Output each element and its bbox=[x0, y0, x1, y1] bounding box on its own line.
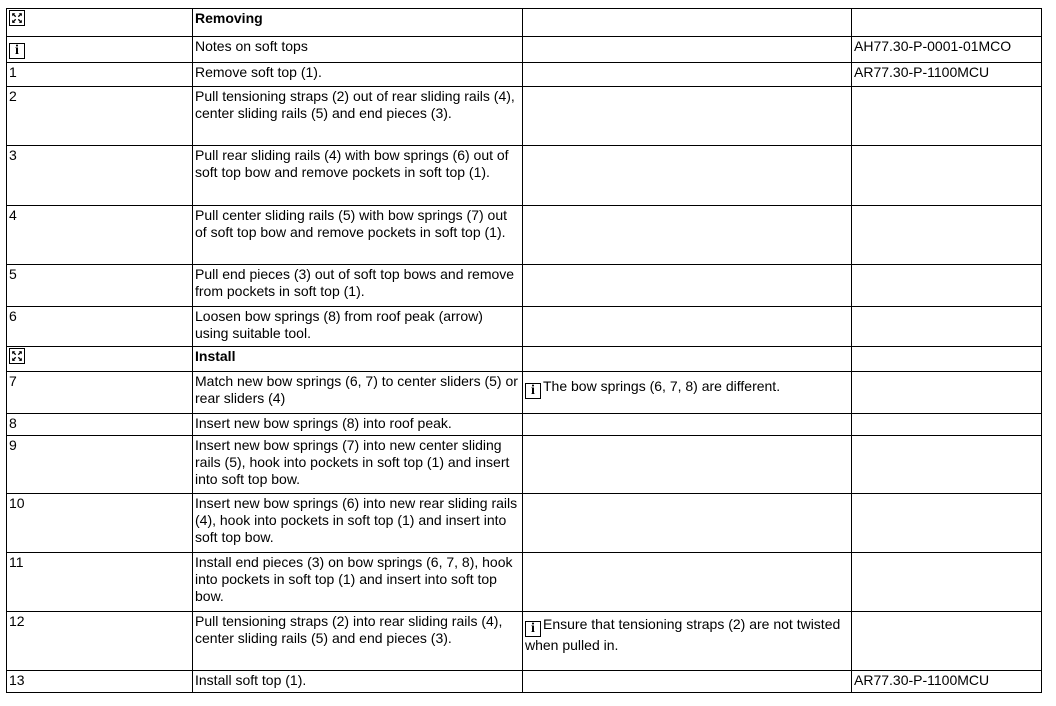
step-text: Install soft top (1). bbox=[193, 671, 523, 693]
info-icon: i bbox=[9, 43, 25, 59]
table-row bbox=[7, 612, 1042, 671]
step-number: 12 bbox=[7, 612, 193, 671]
section-heading-removing: Removing bbox=[193, 9, 523, 37]
table-row bbox=[7, 146, 1042, 206]
info-icon: i bbox=[525, 621, 541, 637]
section-row-removing bbox=[7, 9, 1042, 37]
step-number: 8 bbox=[7, 414, 193, 436]
section-icon-cell bbox=[7, 9, 193, 37]
step-text: Remove soft top (1). bbox=[193, 63, 523, 87]
step-text: Insert new bow springs (8) into roof peak. bbox=[193, 414, 523, 436]
table-row bbox=[7, 206, 1042, 265]
step-text: Pull end pieces (3) out of soft top bows and remove from pockets in soft top (1). bbox=[193, 265, 523, 307]
reference-link[interactable]: AR77.30-P-1100MCU bbox=[852, 63, 1042, 87]
note-cell bbox=[523, 612, 852, 671]
table-row bbox=[7, 63, 1042, 87]
note-text: Ensure that tensioning straps (2) are not twisted when pulled in. bbox=[525, 616, 841, 653]
step-number: 4 bbox=[7, 206, 193, 265]
notes-row bbox=[7, 37, 1042, 63]
table-row bbox=[7, 265, 1042, 307]
step-text: Match new bow springs (6, 7) to center sliders (5) or rear sliders (4) bbox=[193, 372, 523, 414]
step-number: 2 bbox=[7, 87, 193, 146]
note-text: The bow springs (6, 7, 8) are different. bbox=[543, 378, 781, 394]
step-number: 5 bbox=[7, 265, 193, 307]
table-row bbox=[7, 553, 1042, 612]
table-row bbox=[7, 307, 1042, 347]
step-number: 1 bbox=[7, 63, 193, 87]
step-number: 10 bbox=[7, 494, 193, 553]
step-text: Pull rear sliding rails (4) with bow springs (6) out of soft top bow and remove pockets in soft top (1). bbox=[193, 146, 523, 206]
step-text: Insert new bow springs (7) into new center sliding rails (5), hook into pockets in soft top (1) and insert into soft top bow. bbox=[193, 436, 523, 494]
reference-link[interactable]: AR77.30-P-1100MCU bbox=[852, 671, 1042, 693]
step-number: 3 bbox=[7, 146, 193, 206]
table-row bbox=[7, 372, 1042, 414]
step-text: Pull center sliding rails (5) with bow springs (7) out of soft top bow and remove pockets in soft top (1). bbox=[193, 206, 523, 265]
step-text: Install end pieces (3) on bow springs (6, 7, 8), hook into pockets in soft top (1) and insert into soft top bow. bbox=[193, 553, 523, 612]
step-number: 7 bbox=[7, 372, 193, 414]
procedure-table bbox=[6, 8, 1042, 693]
step-text: Insert new bow springs (6) into new rear sliding rails (4), hook into pockets in soft top (1) and insert into soft top bow. bbox=[193, 494, 523, 553]
reference-link[interactable]: AH77.30-P-0001-01MCO bbox=[852, 37, 1042, 63]
info-icon: i bbox=[525, 383, 541, 399]
step-text: Pull tensioning straps (2) out of rear sliding rails (4), center sliding rails (5) and end pieces (3). bbox=[193, 87, 523, 146]
notes-label: Notes on soft tops bbox=[193, 37, 523, 63]
section-row-install bbox=[7, 347, 1042, 372]
expand-arrows-icon bbox=[9, 348, 25, 364]
note-cell bbox=[523, 372, 852, 414]
table-row bbox=[7, 494, 1042, 553]
table-row bbox=[7, 87, 1042, 146]
table-row bbox=[7, 414, 1042, 436]
step-number: 13 bbox=[7, 671, 193, 693]
section-heading-install: Install bbox=[193, 347, 523, 372]
step-number: 6 bbox=[7, 307, 193, 347]
expand-arrows-icon bbox=[9, 10, 25, 26]
table-row bbox=[7, 436, 1042, 494]
step-text: Loosen bow springs (8) from roof peak (arrow) using suitable tool. bbox=[193, 307, 523, 347]
step-text: Pull tensioning straps (2) into rear sliding rails (4), center sliding rails (5) and end pieces (3). bbox=[193, 612, 523, 671]
step-number: 9 bbox=[7, 436, 193, 494]
table-row bbox=[7, 671, 1042, 693]
step-number: 11 bbox=[7, 553, 193, 612]
